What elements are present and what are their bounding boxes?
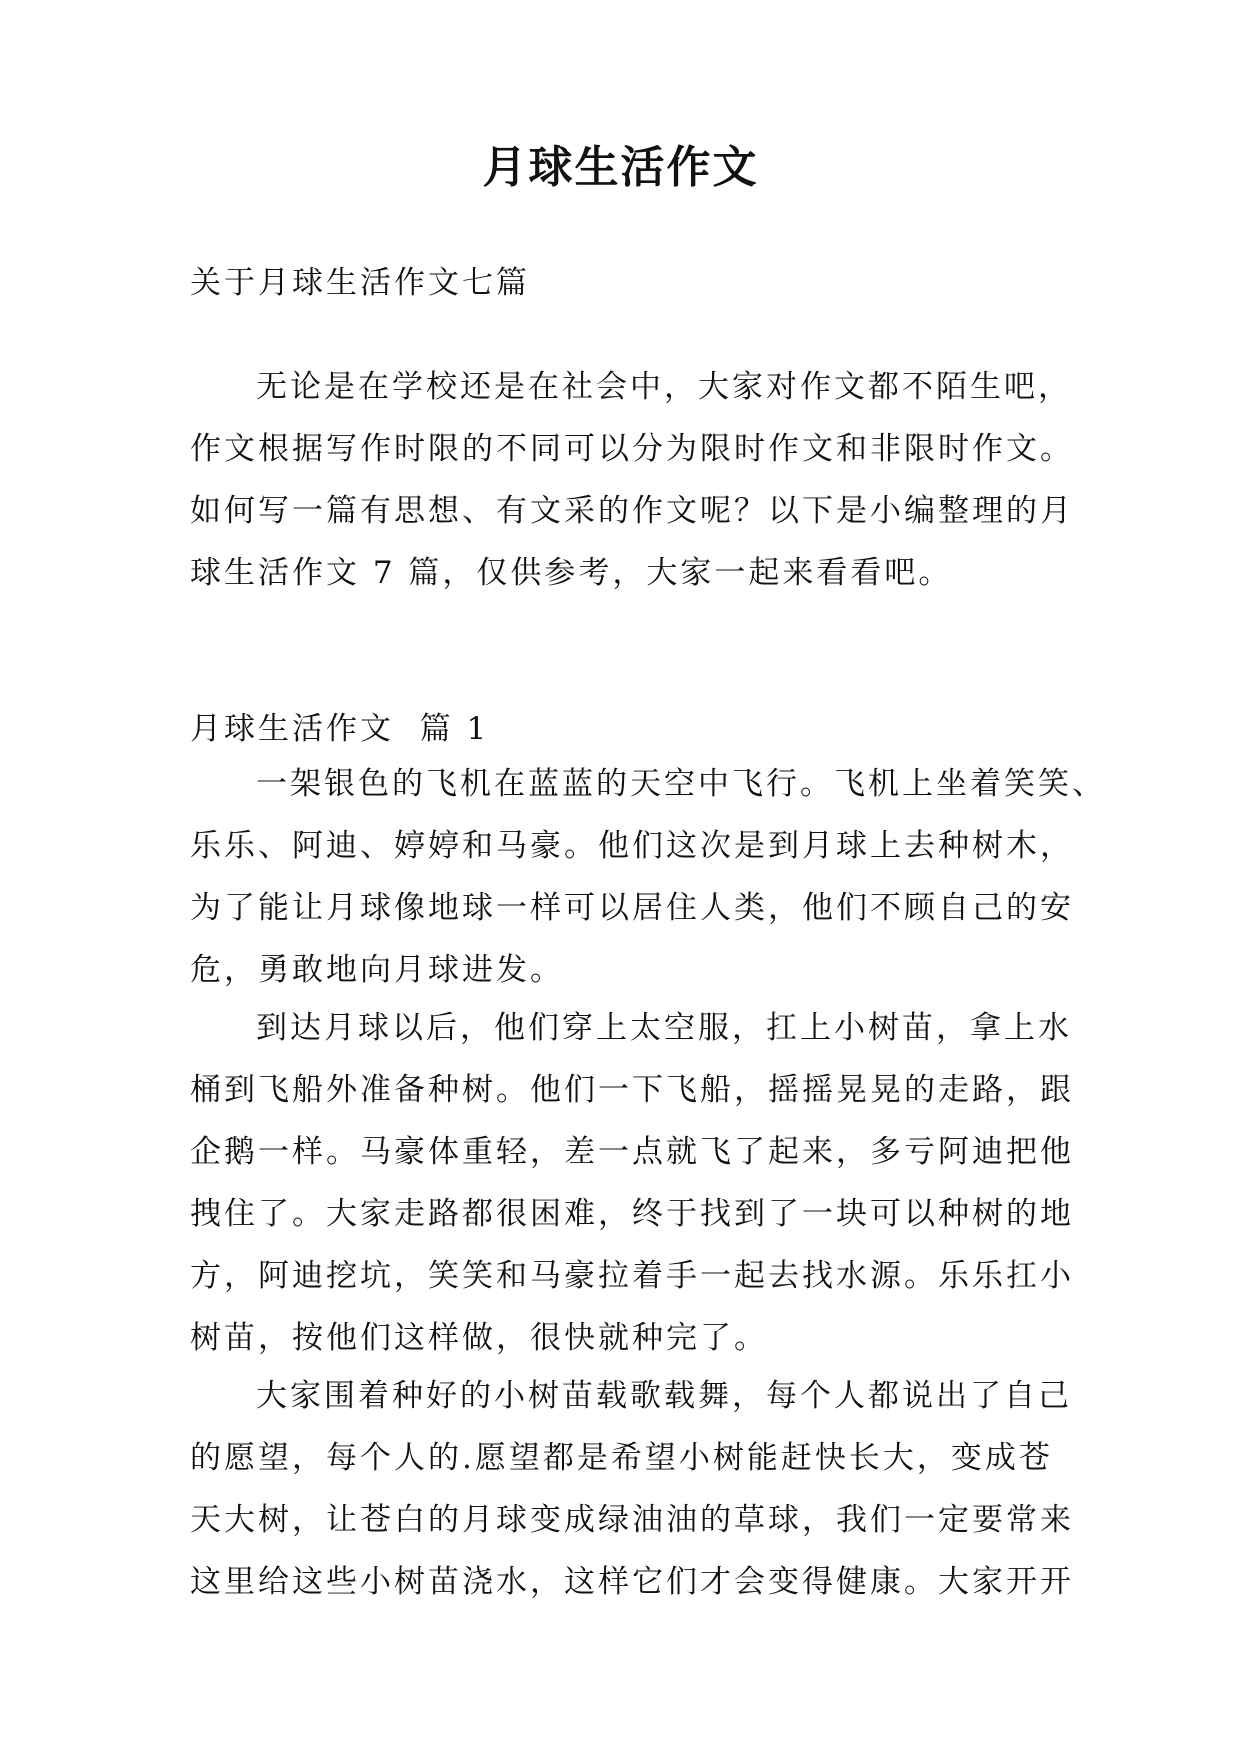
paragraph-line: 球生活作文 7 篇，仅供参考，大家一起来看看吧。	[190, 555, 953, 591]
paragraph-line: 的愿望，每个人的.愿望都是希望小树能赶快长大，变成苍	[190, 1440, 1053, 1476]
paragraph-line: 大家围着种好的小树苗载歌载舞，每个人都说出了自己	[256, 1378, 1072, 1414]
paragraph-line: 这里给这些小树苗浇水，这样它们才会变得健康。大家开开	[190, 1564, 1074, 1600]
paragraph-line: 危，勇敢地向月球进发。	[190, 952, 564, 988]
subtitle-text: 关于月球生活作文七篇	[190, 265, 530, 301]
document-title: 月球生活作文	[482, 142, 759, 193]
document-subtitle	[190, 252, 1070, 314]
paragraph-line: 天大树，让苍白的月球变成绿油油的草球，我们一定要常来	[190, 1502, 1074, 1538]
body-paragraph-1	[190, 753, 1106, 1001]
paragraph-line: 拽住了。大家走路都很困难，终于找到了一块可以种树的地	[190, 1196, 1074, 1232]
paragraph-line: 方，阿迪挖坑，笑笑和马豪拉着手一起去找水源。乐乐扛小	[190, 1258, 1074, 1294]
paragraph-line: 桶到飞船外准备种树。他们一下飞船，摇摇晃晃的走路，跟	[190, 1072, 1074, 1108]
paragraph-line: 作文根据写作时限的不同可以分为限时作文和非限时作文。	[190, 431, 1074, 467]
paragraph-line: 一架银色的飞机在蓝蓝的天空中飞行。飞机上坐着笑笑、	[256, 766, 1106, 802]
body-paragraph-2	[190, 997, 1074, 1369]
paragraph-line: 无论是在学校还是在社会中，大家对作文都不陌生吧，	[256, 369, 1072, 405]
section-heading-text: 月球生活作文 篇 1	[190, 711, 490, 747]
paragraph-line: 树苗，按他们这样做，很快就种完了。	[190, 1320, 768, 1356]
intro-paragraph	[190, 356, 1074, 604]
paragraph-line: 为了能让月球像地球一样可以居住人类，他们不顾自己的安	[190, 890, 1074, 926]
paragraph-line: 乐乐、阿迪、婷婷和马豪。他们这次是到月球上去种树木，	[190, 828, 1074, 864]
paragraph-line: 企鹅一样。马豪体重轻，差一点就飞了起来，多亏阿迪把他	[190, 1134, 1074, 1170]
paragraph-line: 如何写一篇有思想、有文采的作文呢？以下是小编整理的月	[190, 493, 1074, 529]
section-heading	[190, 698, 1070, 760]
body-paragraph-3	[190, 1365, 1074, 1613]
paragraph-line: 到达月球以后，他们穿上太空服，扛上小树苗，拿上水	[256, 1010, 1072, 1046]
